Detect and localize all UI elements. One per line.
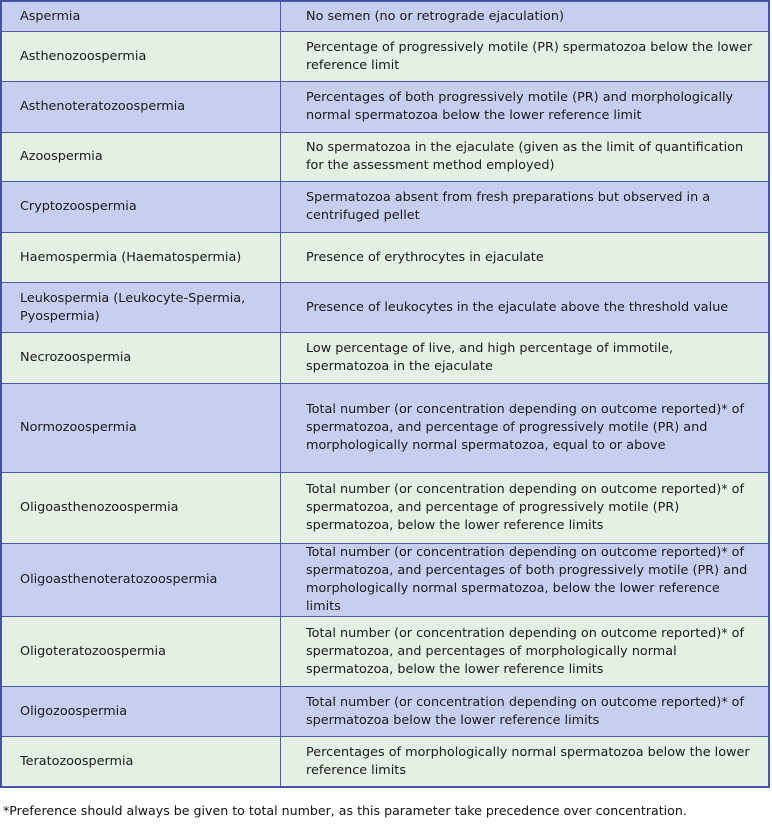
table-row (2, 384, 769, 473)
term-cell: Asthenoteratozoospermia (2, 82, 281, 133)
term-cell: Oligoasthenoteratozoospermia (2, 544, 281, 617)
definition-cell: Percentages of both progressively motile (PR) and morphologically normal spermatozoa below the lower reference limit (281, 82, 769, 133)
term-cell: Haemospermia (Haematospermia) (2, 233, 281, 283)
definition-cell: Total number (or concentration depending on outcome reported)* of spermatozoa below the lower reference limits (281, 687, 769, 737)
table-row (2, 82, 769, 133)
definition-cell: Low percentage of live, and high percentage of immotile, spermatozoa in the ejaculate (281, 333, 769, 384)
terminology-table (1, 1, 769, 787)
definition-cell: No semen (no or retrograde ejaculation) (281, 2, 769, 32)
definition-cell: Total number (or concentration depending on outcome reported)* of spermatozoa, and percentage of progressively motile (PR) spermatozoa, below the lower reference limits (281, 473, 769, 544)
table-row (2, 32, 769, 82)
term-cell: Oligoasthenozoospermia (2, 473, 281, 544)
term-cell: Asthenozoospermia (2, 32, 281, 82)
definition-cell: Presence of leukocytes in the ejaculate above the threshold value (281, 283, 769, 333)
definition-cell: Total number (or concentration depending on outcome reported)* of spermatozoa, and percentages of morphologically normal spermatozoa, below the lower reference limits (281, 617, 769, 687)
table-row (2, 2, 769, 32)
footnote: *Preference should always be given to total number, as this parameter take precedence over concentration. (3, 803, 687, 818)
term-cell: Azoospermia (2, 133, 281, 182)
term-cell: Oligoteratozoospermia (2, 617, 281, 687)
table-row (2, 333, 769, 384)
term-cell: Oligozoospermia (2, 687, 281, 737)
definition-cell: Total number (or concentration depending on outcome reported)* of spermatozoa, and percentages of both progressively motile (PR) and morphologically normal spermatozoa, below the lower reference limits (281, 544, 769, 617)
term-cell: Necrozoospermia (2, 333, 281, 384)
term-cell: Teratozoospermia (2, 737, 281, 787)
definition-cell: Percentage of progressively motile (PR) spermatozoa below the lower reference limit (281, 32, 769, 82)
definition-cell: Presence of erythrocytes in ejaculate (281, 233, 769, 283)
table-row (2, 473, 769, 544)
definition-cell: Percentages of morphologically normal spermatozoa below the lower reference limits (281, 737, 769, 787)
definition-cell: Total number (or concentration depending on outcome reported)* of spermatozoa, and percentage of progressively motile (PR) and morphologically normal spermatozoa, equal to or above (281, 384, 769, 473)
term-cell: Leukospermia (Leukocyte-Spermia, Pyospermia) (2, 283, 281, 333)
term-cell: Aspermia (2, 2, 281, 32)
table-row (2, 133, 769, 182)
term-cell: Cryptozoospermia (2, 182, 281, 233)
table-row (2, 687, 769, 737)
term-cell: Normozoospermia (2, 384, 281, 473)
definition-cell: Spermatozoa absent from fresh preparations but observed in a centrifuged pellet (281, 182, 769, 233)
table-row (2, 544, 769, 617)
table-row (2, 233, 769, 283)
table-row (2, 737, 769, 787)
definition-cell: No spermatozoa in the ejaculate (given as the limit of quantification for the assessment method employed) (281, 133, 769, 182)
table-row (2, 182, 769, 233)
table-row (2, 283, 769, 333)
table-row (2, 617, 769, 687)
